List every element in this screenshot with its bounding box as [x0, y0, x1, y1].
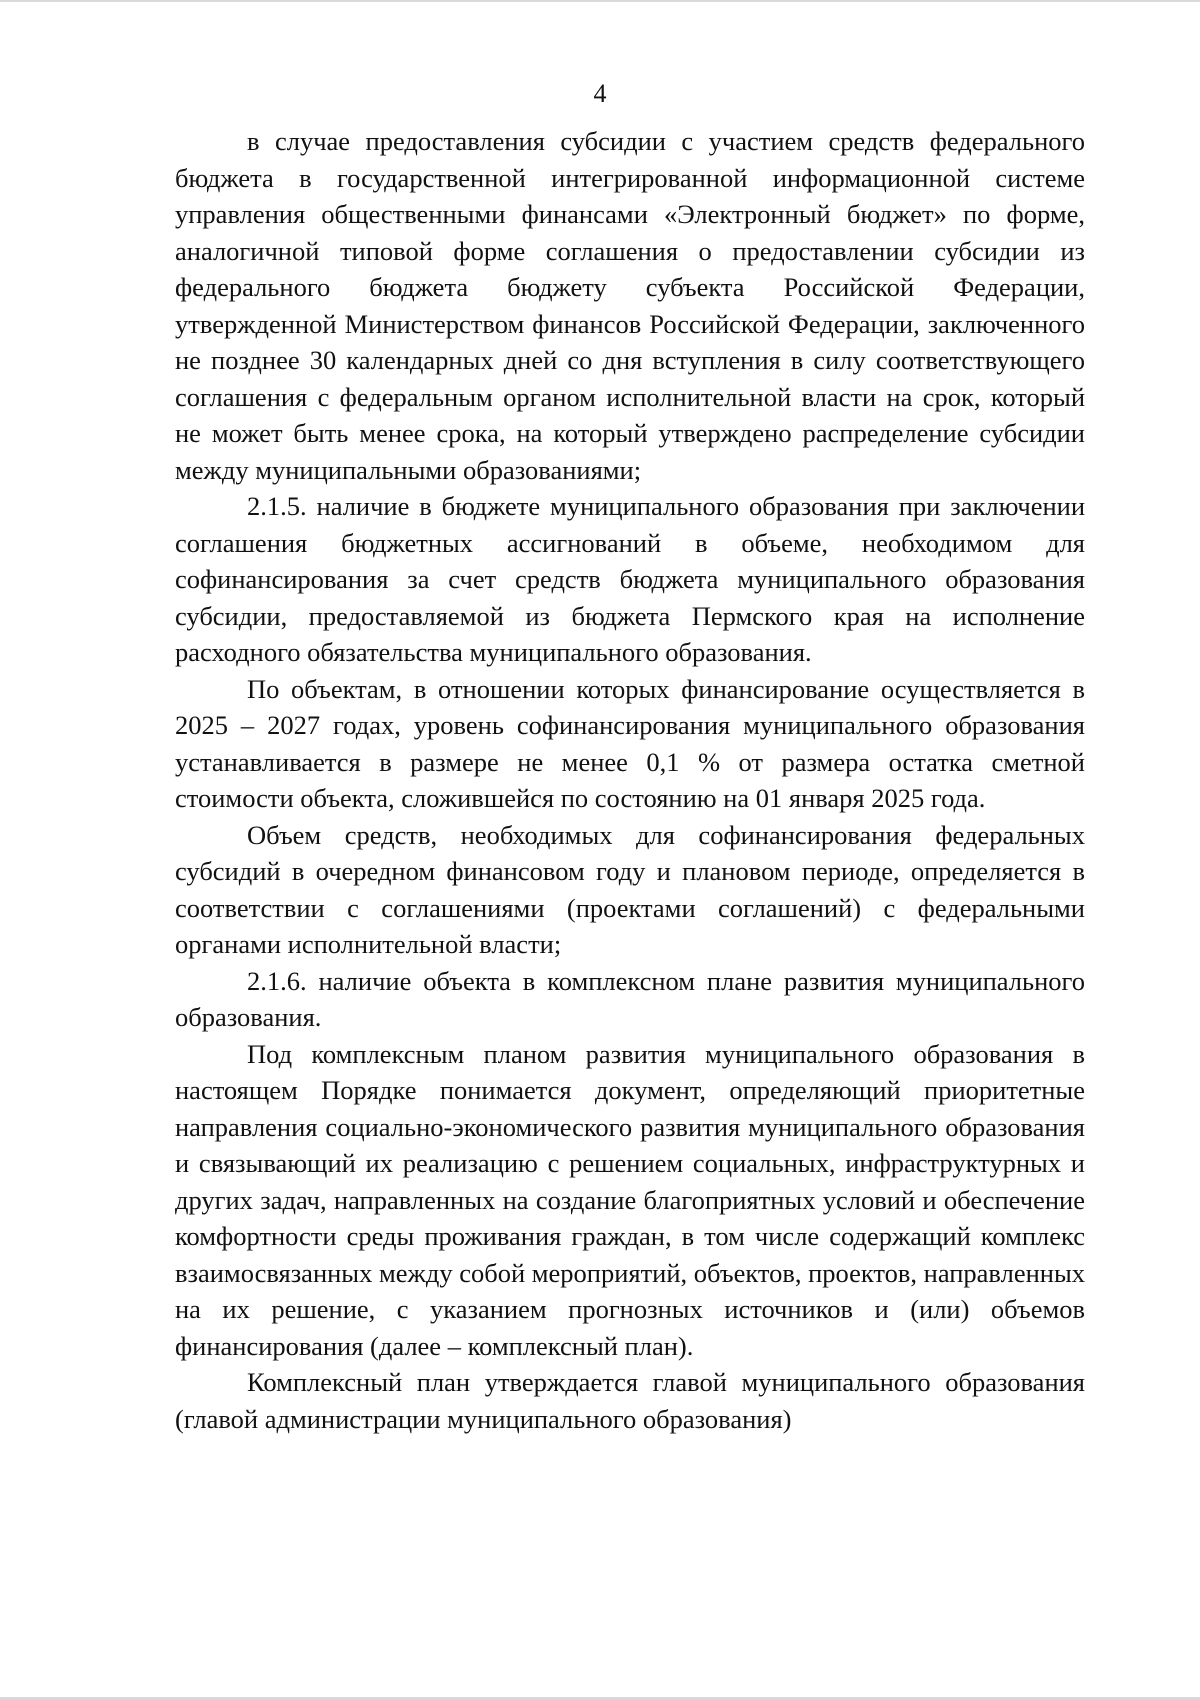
paragraph-complex-plan-definition: Под комплексным планом развития муниципального образования в настоящем Порядке понимается документ, определяющий приоритетные направления социально-экономического развития муниципального образования и связывающий их реализацию с решением социальных, инфраструктурных и других задач, направленных на создание благоприятных условий и обеспечение комфортности среды проживания граждан, в том числе содержащий комплекс взаимосвязанных между собой мероприятий, объектов, проектов, направленных на их решение, с указанием прогнозных источников и (или) объемов финансирования (далее – комплексный план). — [175, 1038, 1085, 1361]
paragraph-federal-cofinancing: Объем средств, необходимых для софинансирования федеральных субсидий в очередном финансовом году и плановом периоде, определяется в соответствии с соглашениями (проектами соглашений) с федеральными органами исполнительной власти; — [175, 819, 1085, 959]
paragraph-2-1-5: 2.1.5. наличие в бюджете муниципального образования при заключении соглашения бюджетных ассигнований в объеме, необходимом для софинансирования за счет средств бюджета муниципального образования субсидии, предоставляемой из бюджета Пермского края на исполнение расходного обязательства муниципального образования. — [175, 491, 1085, 667]
paragraph-complex-plan-approval: Комплексный план утверждается главой муниципального образования (главой администрации муниципального образования) — [175, 1367, 1085, 1434]
document-body — [175, 123, 1085, 1437]
paragraph-cofinancing-level: По объектам, в отношении которых финансирование осуществляется в 2025 – 2027 годах, уровень софинансирования муниципального образования устанавливается в размере не менее 0,1 % от размера остатка сметной стоимости объекта, сложившейся по состоянию на 01 января 2025 года. — [175, 673, 1085, 813]
top-scan-edge — [0, 0, 1200, 2]
page-number: 4 — [593, 79, 607, 108]
paragraph-subsidy-electronic-budget: в случае предоставления субсидии с участием средств федерального бюджета в государственной интегрированной информационной системе управления общественными финансами «Электронный бюджет» по форме, аналогичной типовой форме соглашения о предоставлении субсидии из федерального бюджета бюджету субъекта Российской Федерации, утвержденной Министерством финансов Российской Федерации, заключенного не позднее 30 календарных дней со дня вступления в силу соответствующего соглашения с федеральным органом исполнительной власти на срок, который не может быть менее срока, на который утверждено распределение субсидии между муниципальными образованиями; — [175, 126, 1085, 485]
paragraph-2-1-6: 2.1.6. наличие объекта в комплексном плане развития муниципального образования. — [175, 965, 1085, 1032]
